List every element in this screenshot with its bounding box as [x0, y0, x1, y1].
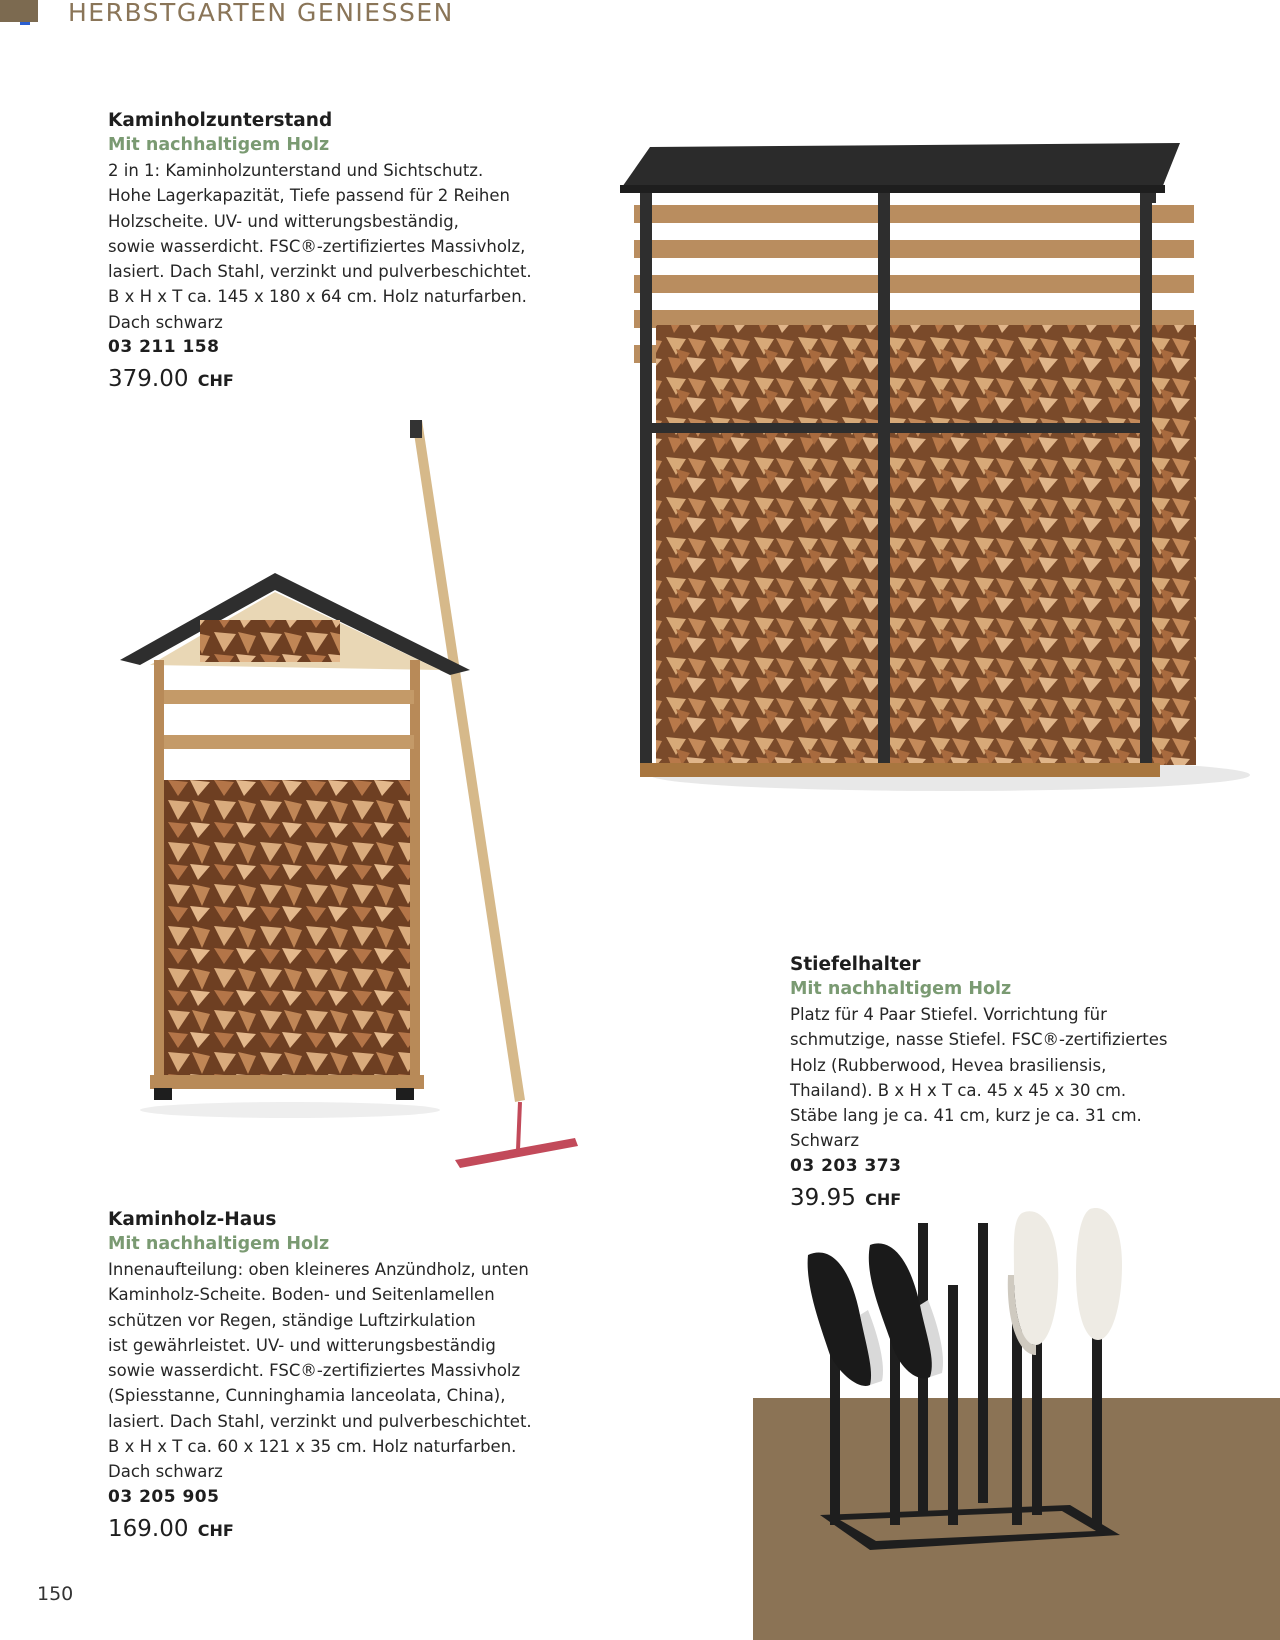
product-price — [108, 366, 532, 392]
description-line: Holz (Rubberwood, Hevea brasiliensis, — [790, 1055, 1107, 1075]
description-line: Schwarz — [790, 1131, 860, 1151]
description-line: schmutzige, nasse Stiefel. FSC®-zertifiziertes — [790, 1030, 1168, 1050]
firewood-house-image — [120, 420, 580, 1180]
description-line: Kaminholz-Scheite. Boden- und Seitenlamellen — [108, 1285, 495, 1305]
description-line: Holzscheite. UV- und witterungsbeständig, — [108, 211, 459, 231]
product-kaminholz-haus — [108, 1207, 532, 1542]
product-name: Kaminholzunterstand — [108, 110, 333, 131]
product-subtitle: Mit nachhaltigem Holz — [790, 979, 1012, 999]
price-value: 379.00 — [108, 366, 189, 393]
description-line: Dach schwarz — [108, 312, 223, 332]
description-line: Hohe Lagerkapazität, Tiefe passend für 2 Reihen — [108, 186, 510, 206]
description-line: lasiert. Dach Stahl, verzinkt und pulverbeschichtet. — [108, 1411, 532, 1431]
article-number: 03 211 158 — [108, 337, 220, 358]
product-name: Stiefelhalter — [790, 954, 921, 975]
description-line: 2 in 1: Kaminholzunterstand und Sichtschutz. — [108, 161, 484, 180]
price-currency: CHF — [197, 1520, 234, 1540]
header-marker — [20, 22, 30, 25]
description-line: Dach schwarz — [108, 1462, 223, 1482]
description-line: lasiert. Dach Stahl, verzinkt und pulverbeschichtet. — [108, 262, 532, 282]
description-line: (Spiesstanne, Cunninghamia lanceolata, China), — [108, 1386, 506, 1406]
product-name: Kaminholz-Haus — [108, 1209, 277, 1230]
price-value: 169.00 — [108, 1515, 189, 1542]
description-line: schützen vor Regen, ständige Luftzirkulation — [108, 1310, 476, 1330]
article-number: 03 203 373 — [790, 1155, 902, 1176]
section-title: HERBSTGARTEN GENIESSEN — [68, 0, 454, 27]
description-line: B x H x T ca. 145 x 180 x 64 cm. Holz naturfarben. — [108, 287, 527, 307]
price-currency: CHF — [865, 1189, 902, 1209]
product-description — [108, 158, 532, 335]
product-description — [790, 1002, 1167, 1154]
product-description — [108, 1257, 532, 1485]
description-line: Platz für 4 Paar Stiefel. Vorrichtung für — [790, 1005, 1107, 1024]
product-stiefelhalter — [790, 952, 1167, 1211]
price-currency: CHF — [197, 371, 234, 391]
product-kaminholzunterstand — [108, 108, 532, 392]
description-line: sowie wasserdicht. FSC®-zertifiziertes Massivholz, — [108, 236, 526, 256]
page-number: 150 — [37, 1583, 74, 1605]
product-subtitle: Mit nachhaltigem Holz — [108, 135, 330, 155]
article-number: 03 205 905 — [108, 1486, 220, 1507]
description-line: Thailand). B x H x T ca. 45 x 45 x 30 cm. — [790, 1080, 1127, 1100]
description-line: sowie wasserdicht. FSC®-zertifiziertes Massivholz — [108, 1361, 521, 1381]
product-subtitle: Mit nachhaltigem Holz — [108, 1234, 330, 1254]
description-line: B x H x T ca. 60 x 121 x 35 cm. Holz naturfarben. — [108, 1437, 517, 1457]
boot-holder-image — [800, 1205, 1160, 1580]
description-line: Innenaufteilung: oben kleineres Anzündholz, unten — [108, 1260, 529, 1279]
description-line: ist gewährleistet. UV- und witterungsbeständig — [108, 1335, 496, 1355]
description-line: Stäbe lang je ca. 41 cm, kurz je ca. 31 cm. — [790, 1106, 1142, 1126]
header-color-swatch — [0, 0, 38, 22]
price-value: 39.95 — [790, 1184, 856, 1211]
product-price — [108, 1516, 532, 1542]
firewood-shelter-image — [620, 135, 1250, 800]
